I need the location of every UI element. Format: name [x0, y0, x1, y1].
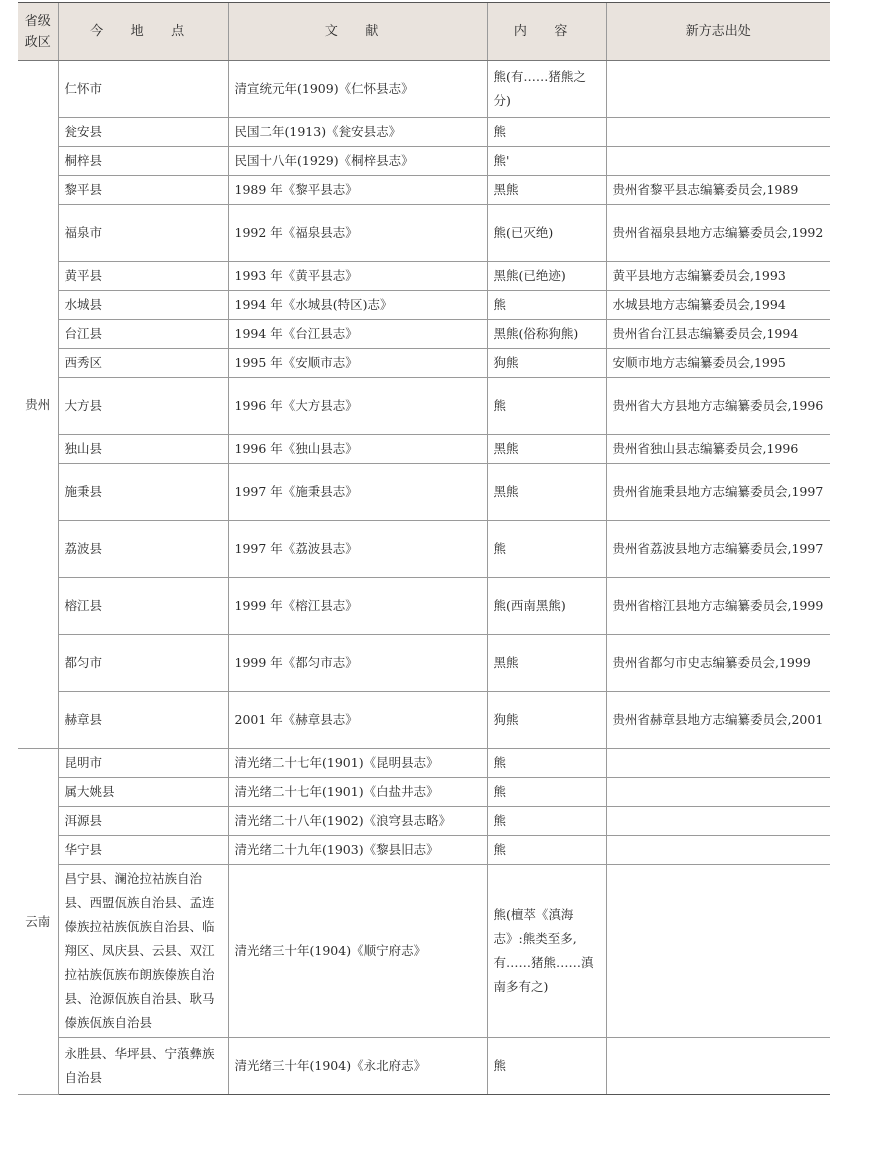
document-cell: 清光绪三十年(1904)《顺宁府志》 [228, 865, 487, 1038]
content-cell: 熊(有……猪熊之分) [487, 61, 606, 118]
place-cell: 都匀市 [58, 635, 228, 692]
document-cell: 清光绪二十七年(1901)《白盐井志》 [228, 778, 487, 807]
content-cell: 狗熊 [487, 692, 606, 749]
document-cell: 1993 年《黄平县志》 [228, 262, 487, 291]
table-row [18, 378, 830, 435]
document-cell: 1997 年《施秉县志》 [228, 464, 487, 521]
content-cell: 熊 [487, 807, 606, 836]
province-cell: 贵州 [18, 61, 58, 749]
content-cell: 黑熊 [487, 176, 606, 205]
header-province: 省级 政区 [18, 3, 58, 61]
place-cell: 黎平县 [58, 176, 228, 205]
place-cell: 昌宁县、澜沧拉祜族自治县、西盟佤族自治县、孟连傣族拉祜族佤族自治县、临翔区、凤庆县、云县、双江拉祜族佤族布朗族傣族自治县、沧源佤族自治县、耿马傣族佤族自治县 [58, 865, 228, 1038]
table-row [18, 778, 830, 807]
table-row [18, 205, 830, 262]
table-row [18, 61, 830, 118]
place-cell: 荔波县 [58, 521, 228, 578]
content-cell: 熊 [487, 521, 606, 578]
place-cell: 榕江县 [58, 578, 228, 635]
document-cell: 民国十八年(1929)《桐梓县志》 [228, 147, 487, 176]
place-cell: 福泉市 [58, 205, 228, 262]
table-row [18, 578, 830, 635]
content-cell: 熊 [487, 836, 606, 865]
place-cell: 瓮安县 [58, 118, 228, 147]
table-row [18, 176, 830, 205]
source-cell: 贵州省黎平县志编纂委员会,1989 [606, 176, 830, 205]
document-cell: 清光绪二十九年(1903)《黎县旧志》 [228, 836, 487, 865]
source-cell [606, 61, 830, 118]
document-cell: 清光绪二十八年(1902)《浪穹县志略》 [228, 807, 487, 836]
content-cell: 黑熊 [487, 435, 606, 464]
document-cell: 1995 年《安顺市志》 [228, 349, 487, 378]
table-row [18, 435, 830, 464]
content-cell: 熊(西南黑熊) [487, 578, 606, 635]
content-cell: 狗熊 [487, 349, 606, 378]
header-source: 新方志出处 [606, 3, 830, 61]
gazetteer-table [18, 2, 830, 1095]
table-row [18, 291, 830, 320]
place-cell: 华宁县 [58, 836, 228, 865]
place-cell: 仁怀市 [58, 61, 228, 118]
document-cell: 清宣统元年(1909)《仁怀县志》 [228, 61, 487, 118]
source-cell: 水城县地方志编纂委员会,1994 [606, 291, 830, 320]
place-cell: 独山县 [58, 435, 228, 464]
place-cell: 台江县 [58, 320, 228, 349]
document-cell: 1996 年《独山县志》 [228, 435, 487, 464]
place-cell: 西秀区 [58, 349, 228, 378]
source-cell: 黄平县地方志编纂委员会,1993 [606, 262, 830, 291]
table-row [18, 118, 830, 147]
table-row [18, 1038, 830, 1095]
table-row [18, 865, 830, 1038]
source-cell: 贵州省大方县地方志编纂委员会,1996 [606, 378, 830, 435]
source-cell: 贵州省施秉县地方志编纂委员会,1997 [606, 464, 830, 521]
place-cell: 黄平县 [58, 262, 228, 291]
content-cell: 黑熊 [487, 635, 606, 692]
header-document: 文 献 [228, 3, 487, 61]
place-cell: 属大姚县 [58, 778, 228, 807]
table-row [18, 521, 830, 578]
document-cell: 1999 年《榕江县志》 [228, 578, 487, 635]
source-cell [606, 118, 830, 147]
header-row [18, 3, 830, 61]
table-row [18, 464, 830, 521]
document-cell: 1989 年《黎平县志》 [228, 176, 487, 205]
document-cell: 清光绪三十年(1904)《永北府志》 [228, 1038, 487, 1095]
document-cell: 1999 年《都匀市志》 [228, 635, 487, 692]
content-cell: 黑熊 [487, 464, 606, 521]
document-cell: 1996 年《大方县志》 [228, 378, 487, 435]
document-cell: 2001 年《赫章县志》 [228, 692, 487, 749]
place-cell: 水城县 [58, 291, 228, 320]
content-cell: 黑熊(已绝迹) [487, 262, 606, 291]
table-row [18, 349, 830, 378]
province-cell: 云南 [18, 749, 58, 1095]
source-cell [606, 778, 830, 807]
source-cell [606, 1038, 830, 1095]
content-cell: 熊(已灭绝) [487, 205, 606, 262]
document-cell: 清光绪二十七年(1901)《昆明县志》 [228, 749, 487, 778]
source-cell [606, 865, 830, 1038]
place-cell: 赫章县 [58, 692, 228, 749]
source-cell: 贵州省榕江县地方志编纂委员会,1999 [606, 578, 830, 635]
content-cell: 熊(檀萃《滇海志》:熊类至多,有……猪熊……滇南多有之) [487, 865, 606, 1038]
source-cell [606, 836, 830, 865]
source-cell: 贵州省台江县志编纂委员会,1994 [606, 320, 830, 349]
source-cell [606, 749, 830, 778]
content-cell: 熊 [487, 749, 606, 778]
source-cell: 安顺市地方志编纂委员会,1995 [606, 349, 830, 378]
document-cell: 1992 年《福泉县志》 [228, 205, 487, 262]
place-cell: 大方县 [58, 378, 228, 435]
table-row [18, 320, 830, 349]
content-cell: 熊 [487, 291, 606, 320]
table-row [18, 147, 830, 176]
table-row [18, 635, 830, 692]
document-cell: 1997 年《荔波县志》 [228, 521, 487, 578]
table-row [18, 692, 830, 749]
place-cell: 桐梓县 [58, 147, 228, 176]
table-row [18, 262, 830, 291]
source-cell [606, 807, 830, 836]
content-cell: 熊 [487, 378, 606, 435]
document-cell: 1994 年《水城县(特区)志》 [228, 291, 487, 320]
source-cell: 贵州省荔波县地方志编纂委员会,1997 [606, 521, 830, 578]
place-cell: 洱源县 [58, 807, 228, 836]
place-cell: 施秉县 [58, 464, 228, 521]
place-cell: 永胜县、华坪县、宁蒗彝族自治县 [58, 1038, 228, 1095]
table-row [18, 749, 830, 778]
header-place: 今 地 点 [58, 3, 228, 61]
content-cell: 熊 [487, 1038, 606, 1095]
table-row [18, 836, 830, 865]
content-cell: 熊 [487, 778, 606, 807]
source-cell [606, 147, 830, 176]
table-row [18, 807, 830, 836]
document-cell: 民国二年(1913)《瓮安县志》 [228, 118, 487, 147]
header-content: 内 容 [487, 3, 606, 61]
content-cell: 熊 [487, 118, 606, 147]
content-cell: 黑熊(俗称狗熊) [487, 320, 606, 349]
source-cell: 贵州省独山县志编纂委员会,1996 [606, 435, 830, 464]
source-cell: 贵州省福泉县地方志编纂委员会,1992 [606, 205, 830, 262]
source-cell: 贵州省都匀市史志编纂委员会,1999 [606, 635, 830, 692]
source-cell: 贵州省赫章县地方志编纂委员会,2001 [606, 692, 830, 749]
place-cell: 昆明市 [58, 749, 228, 778]
content-cell: 熊' [487, 147, 606, 176]
document-cell: 1994 年《台江县志》 [228, 320, 487, 349]
